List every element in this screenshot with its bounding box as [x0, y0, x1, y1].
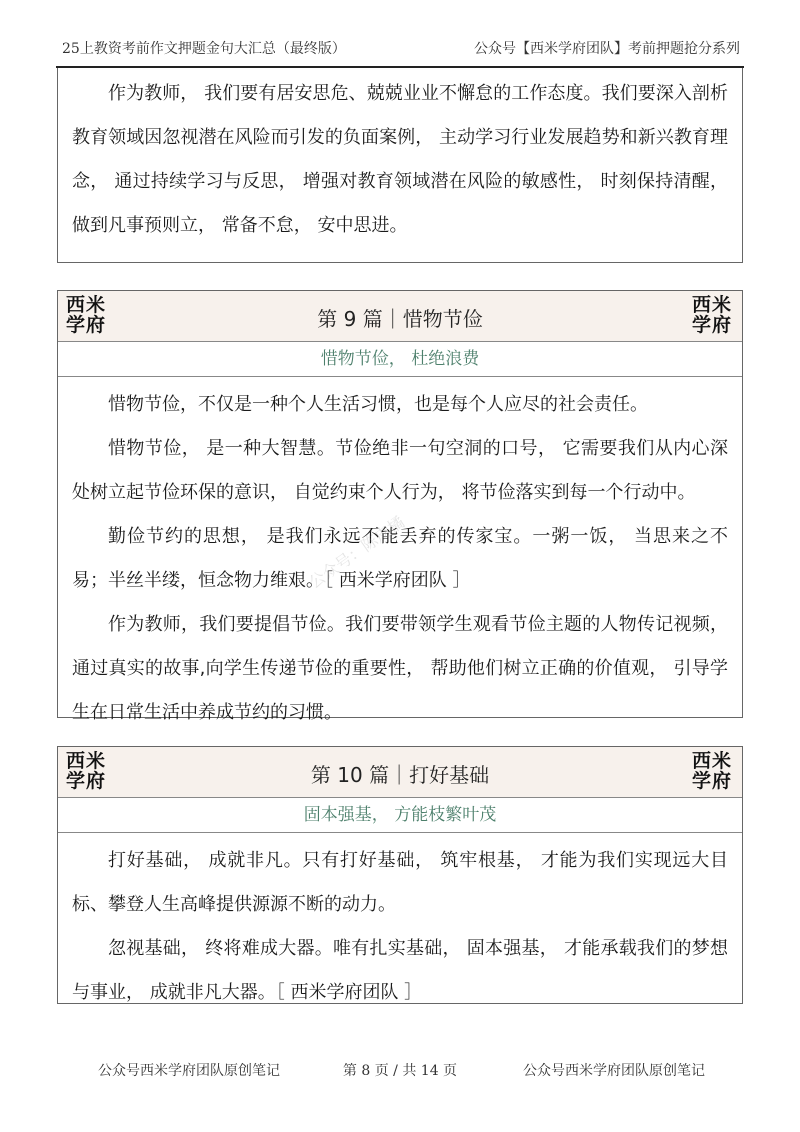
header-series-title: 公众号【西米学府团队】考前押题抢分系列 — [474, 41, 740, 57]
footer-right-note: 公众号西米学府团队原创笔记 — [523, 1063, 705, 1079]
section-10-paragraph: 打好基础， 成就非凡。只有打好基础， 筑牢根基， 才能为我们实现远大目标、攀登人生高峰提供源源不断的动力。 — [72, 850, 728, 915]
section-10-box — [57, 746, 743, 1004]
brand-logo-left: 西米 学府 — [66, 750, 107, 792]
section-9-paragraph: 惜物节俭， 是一种大智慧。节俭绝非一句空洞的口号， 它需要我们从内心深处树立起节俭环保的意识， 自觉约束个人行为， 将节俭落实到每一个行动中。 — [72, 438, 728, 503]
section-9-paragraph: 勤俭节约的思想， 是我们永远不能丢弃的传家宝。一粥一饭， 当思来之不易；半丝半缕，恒念物力维艰。［ 西米学府团队 ］ — [72, 526, 728, 591]
brand-logo-right: 西米 学府 — [691, 750, 732, 792]
section-10-header — [58, 747, 742, 798]
page-header — [0, 30, 800, 70]
section-9-header — [58, 291, 742, 342]
brand-logo-right: 西米 学府 — [691, 294, 732, 336]
section-9-title: 第 9 篇｜惜物节俭 — [317, 307, 483, 331]
section-9-subtitle: 惜物节俭， 杜绝浪费 — [58, 342, 742, 377]
page-number: 第 8 页 / 共 14 页 — [342, 1063, 458, 1079]
section-prev-box — [57, 68, 743, 263]
page-footer — [0, 1052, 800, 1082]
section-10-subtitle: 固本强基， 方能枝繁叶茂 — [58, 798, 742, 833]
section-9-paragraph: 惜物节俭，不仅是一种个人生活习惯，也是每个人应尽的社会责任。 — [108, 394, 648, 415]
brand-logo-left: 西米 学府 — [66, 294, 107, 336]
section-10-title: 第 10 篇｜打好基础 — [310, 763, 490, 787]
section-10-paragraph: 忽视基础， 终将难成大器。唯有扎实基础， 固本强基， 才能承载我们的梦想与事业， 成就非凡大器。［ 西米学府团队 ］ — [72, 938, 728, 1003]
section-prev-paragraph: 作为教师， 我们要有居安思危、兢兢业业不懈怠的工作态度。我们要深入剖析教育领域因忽视潜在风险而引发的负面案例， 主动学习行业发展趋势和新兴教育理念， 通过持续学习与反思， 增强对教育领域潜在风险的敏感性， 时刻保持清醒，做到凡事预则立， 常备不怠， 安中思进。 — [72, 83, 728, 236]
header-doc-title: 25上教资考前作文押题金句大汇总（最终版） — [62, 41, 346, 57]
section-9-paragraph: 作为教师，我们要提倡节俭。我们要带领学生观看节俭主题的人物传记视频，通过真实的故事,向学生传递节俭的重要性， 帮助他们树立正确的价值观， 引导学生在日常生活中养成节约的习惯。 — [72, 614, 728, 723]
watermark: 公众号：陈皮橘 — [305, 512, 408, 593]
footer-left-note: 公众号西米学府团队原创笔记 — [98, 1063, 280, 1079]
section-9-box — [57, 290, 743, 723]
